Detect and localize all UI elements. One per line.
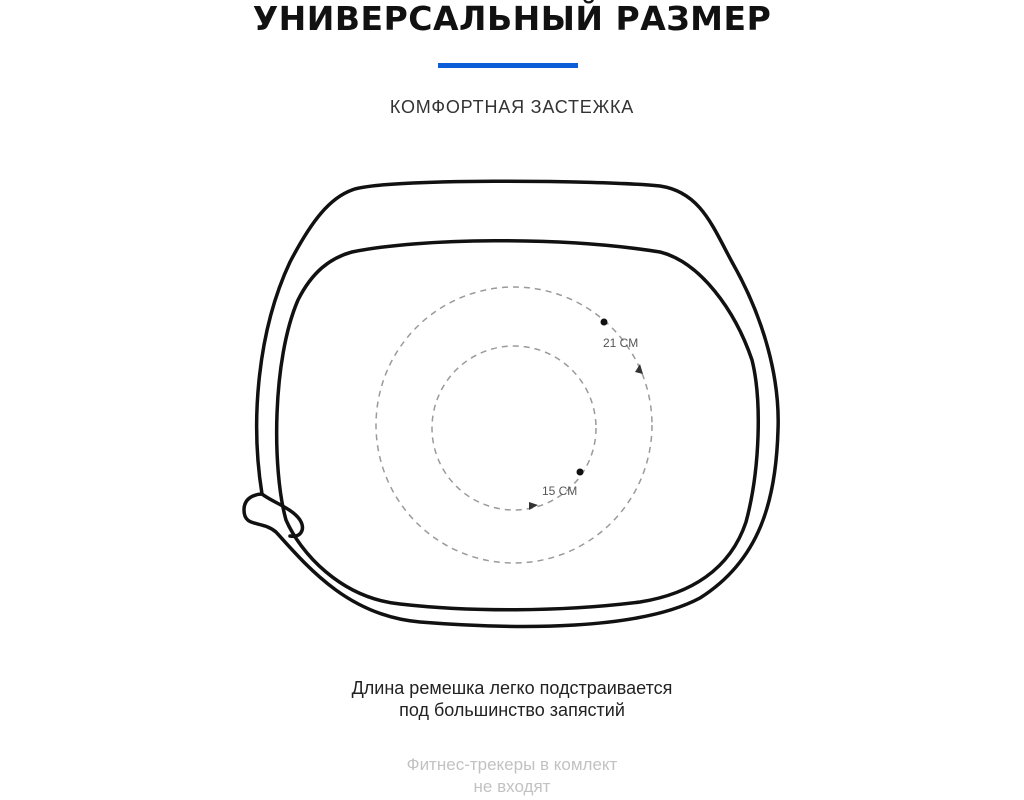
outer-ring-start-dot	[601, 319, 608, 326]
caption-line-2: под большинство запястий	[399, 700, 625, 720]
outer-ring-label: 21 СМ	[603, 336, 639, 350]
page-title: УНИВЕРСАЛЬНЫЙ РАЗМЕР	[252, 0, 772, 38]
footnote-line-2: не входят	[473, 777, 551, 796]
strap-outer-outline	[244, 181, 778, 626]
package-footnote	[0, 754, 1024, 798]
footnote-line-1: Фитнес-трекеры в комлект	[406, 755, 618, 774]
size-caption	[0, 677, 1024, 721]
page-subtitle: КОМФОРТНАЯ ЗАСТЕЖКА	[389, 97, 635, 117]
inner-ring-arrow-icon	[529, 502, 538, 510]
inner-ring-start-dot	[577, 469, 584, 476]
inner-ring-label: 15 СМ	[542, 484, 578, 498]
caption-line-1: Длина ремешка легко подстраивается	[351, 678, 673, 698]
outer-size-ring	[376, 287, 652, 563]
strap-inner-outline	[277, 241, 759, 610]
